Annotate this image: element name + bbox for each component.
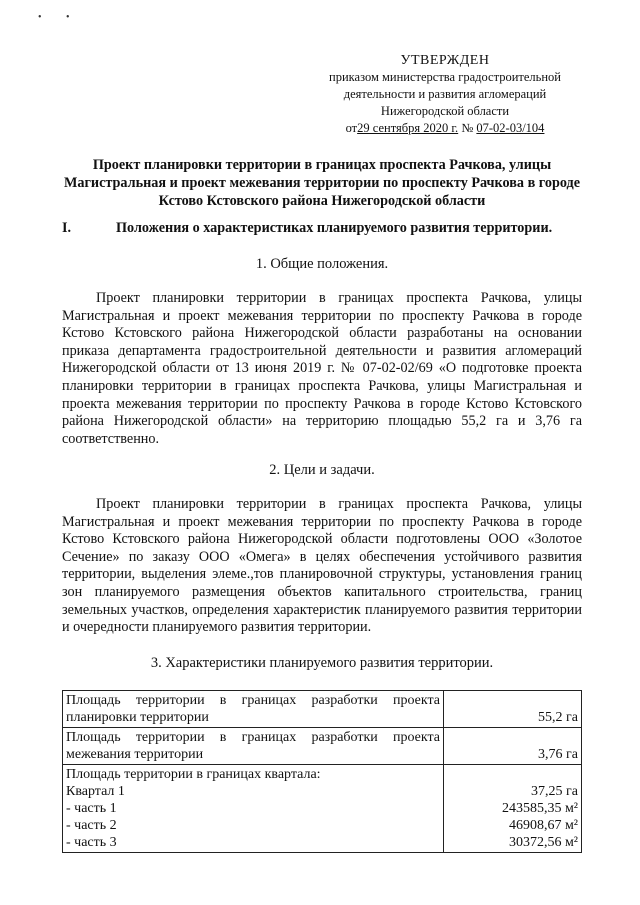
subsection-characteristics: 3. Характеристики планируемого развития территории. — [150, 655, 494, 671]
block-item-label: - часть 1 — [66, 801, 117, 816]
scan-marks — [38, 12, 92, 23]
section-heading — [62, 220, 582, 237]
scan-mark: • — [38, 12, 42, 23]
paragraph-goals: Проект планировки территории в границах проспекта Рачкова, улицы Магистральная и проект межевания территории по проспекту Рачкова в городе Кстово Кстовского района Нижегородской области подготовлены ООО «Золотое Сечение» по заказу ООО «Омега» в целях обеспечения устойчивого развития территории, выделения элеме.,тов планировочной структуры, установления границ зон планируемого размещения объектов капитального строительства, границ земельных участков, определения характеристик планируемого развития территории и очередности планируемого развития территории. — [62, 496, 582, 636]
paragraph-general: Проект планировки территории в границах проспекта Рачкова, улицы Магистральная и проект межевания территории по проспекту Рачкова в городе Кстово Кстовского района Нижегородской области разработаны на основании приказа департамента градостроительной деятельности и развития агломераций Нижегородской области от 13 июня 2019 г. № 07-02-02/69 «О подготовке проекта планировки территории в границах проспекта Рачкова, улицы Магистральная и проекта межевания территории по проспекту Рачкова в городе Кстово Кстовского района Нижегородской области» на территорию площадью 55,2 га и 3,76 га соответственно. — [62, 290, 582, 447]
section-number: I. — [62, 220, 72, 236]
block-item-label: Квартал 1 — [66, 784, 125, 799]
block-item-value: 243585,35 м² — [501, 801, 578, 816]
block-item-value: 30372,56 м² — [508, 835, 578, 850]
subsection-general: 1. Общие положения. — [255, 256, 389, 272]
table-cell-label: Площадь территории в границах разработки проекта межевания территории — [63, 728, 444, 765]
block-item-label: - часть 2 — [66, 818, 117, 833]
approval-line: Нижегородской области — [380, 104, 510, 118]
approval-line: деятельности и развития агломераций — [343, 87, 547, 101]
table-cell-value: 55,2 га — [444, 691, 582, 728]
block-heading: Площадь территории в границах квартала: — [66, 767, 321, 782]
document-title: Проект планировки территории в границах проспекта Рачкова, улицы Магистральная и проект межевания территории по проспекту Рачкова в городе Кстово Кстовского района Нижегородской области — [63, 157, 581, 209]
approval-number: 07-02-03/104 — [476, 121, 545, 135]
block-item-value: 46908,67 м² — [508, 818, 578, 833]
approval-stamp — [300, 52, 590, 137]
date-prefix: от — [345, 121, 358, 135]
table-cell-label: Площадь территории в границах разработки проекта планировки территории — [63, 691, 444, 728]
approval-line: приказом министерства градостроительной — [329, 70, 561, 84]
approval-date-line — [300, 120, 590, 137]
table-row — [63, 765, 582, 853]
characteristics-table — [62, 690, 582, 853]
table-cell-value — [444, 765, 582, 853]
number-prefix: № — [461, 121, 474, 135]
approval-head: УТВЕРЖДЕН — [400, 53, 490, 68]
block-item-value: 37,25 га — [531, 784, 578, 799]
section-title: Положения о характеристиках планируемого развития территории. — [116, 220, 553, 236]
table-row — [63, 728, 582, 765]
block-item-label: - часть 3 — [66, 835, 117, 850]
table-cell-label — [63, 765, 444, 853]
table-row — [63, 691, 582, 728]
table-cell-value: 3,76 га — [444, 728, 582, 765]
subsection-goals: 2. Цели и задачи. — [269, 462, 375, 478]
approval-date: 29 сентября 2020 г. — [357, 121, 459, 135]
scan-mark: • — [66, 12, 70, 23]
